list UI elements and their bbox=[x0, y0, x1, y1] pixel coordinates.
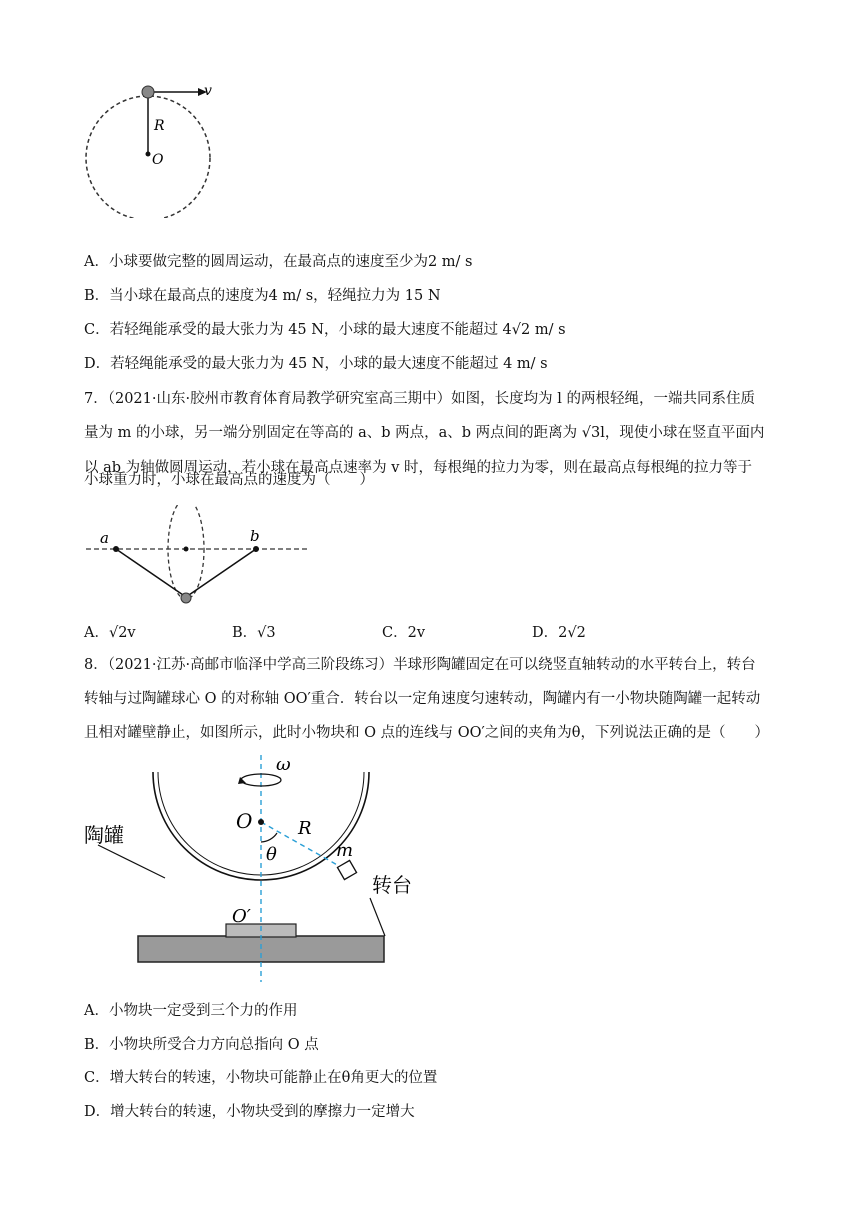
q7-option-c: C．2v bbox=[382, 625, 426, 641]
q8-stem-line-3: 且相对罐壁静止，如图所示，此时小物块和 O 点的连线与 OO′之间的夹角为θ，下列说法正确的是（ ） bbox=[84, 725, 770, 741]
q7-option-a: A．√2v bbox=[84, 625, 136, 641]
center-label: O bbox=[152, 152, 164, 168]
q7-stem-line-1: 7．（2021·山东·胶州市教育体育局教学研究室高三期中）如图，长度均为 l 的两根轻绳，一端共同系住质 bbox=[84, 391, 755, 407]
q7-option-d: D．2√2 bbox=[532, 625, 586, 641]
two-strings-figure bbox=[80, 505, 320, 605]
point-b-label: b bbox=[250, 527, 260, 545]
omega-label: ω bbox=[276, 754, 291, 775]
mass-m-label: m bbox=[336, 840, 354, 861]
q8-option-a: A．小物块一定受到三个力的作用 bbox=[84, 1003, 298, 1019]
jar-turntable-figure bbox=[80, 750, 440, 990]
q8-option-b: B．小物块所受合力方向总指向 O 点 bbox=[84, 1037, 319, 1053]
q8-option-d: D．增大转台的转速，小物块受到的摩擦力一定增大 bbox=[84, 1104, 415, 1120]
jar-label: 陶罐 bbox=[84, 823, 124, 847]
velocity-label: v bbox=[204, 83, 212, 99]
theta-label: θ bbox=[266, 844, 277, 865]
turntable-label: 转台 bbox=[372, 873, 412, 897]
q8-stem-line-2: 转轴与过陶罐球心 O 的对称轴 OO′重合．转台以一定角速度匀速转动，陶罐内有一小物块随陶罐一起转动 bbox=[84, 691, 761, 707]
radius-label: R bbox=[154, 118, 165, 134]
point-a-label: a bbox=[100, 529, 109, 547]
q8-option-c: C．增大转台的转速，小物块可能静止在θ角更大的位置 bbox=[84, 1070, 438, 1086]
radius-r-label: R bbox=[298, 818, 312, 839]
q6-option-a: A．小球要做完整的圆周运动，在最高点的速度至少为2 m/ s bbox=[84, 254, 473, 270]
center-o-label: O bbox=[236, 809, 253, 833]
circle-motion-figure bbox=[80, 78, 230, 218]
q6-option-c: C．若轻绳能承受的最大张力为 45 N，小球的最大速度不能超过 4√2 m/ s bbox=[84, 322, 566, 338]
q7-stem-line-3: 以 ab 为轴做圆周运动，若小球在最高点速率为 v 时，每根绳的拉力为零，则在最高点每根绳的拉力等于 bbox=[84, 460, 753, 476]
q7-stem-line-4: 小球重力时，小球在最高点的速度为（ ） bbox=[84, 472, 374, 488]
o-prime-label: O′ bbox=[232, 906, 251, 927]
q7-option-b: B．√3 bbox=[232, 625, 276, 641]
q6-option-d: D．若轻绳能承受的最大张力为 45 N，小球的最大速度不能超过 4 m/ s bbox=[84, 356, 548, 372]
q6-option-b: B．当小球在最高点的速度为4 m/ s，轻绳拉力为 15 N bbox=[84, 288, 441, 304]
q7-stem-line-2: 量为 m 的小球，另一端分别固定在等高的 a、b 两点，a、b 两点间的距离为 √3l，现使小球在竖直平面内 bbox=[84, 425, 765, 441]
q8-stem-line-1: 8．（2021·江苏·高邮市临泽中学高三阶段练习）半球形陶罐固定在可以绕竖直轴转动的水平转台上，转台 bbox=[84, 657, 756, 673]
